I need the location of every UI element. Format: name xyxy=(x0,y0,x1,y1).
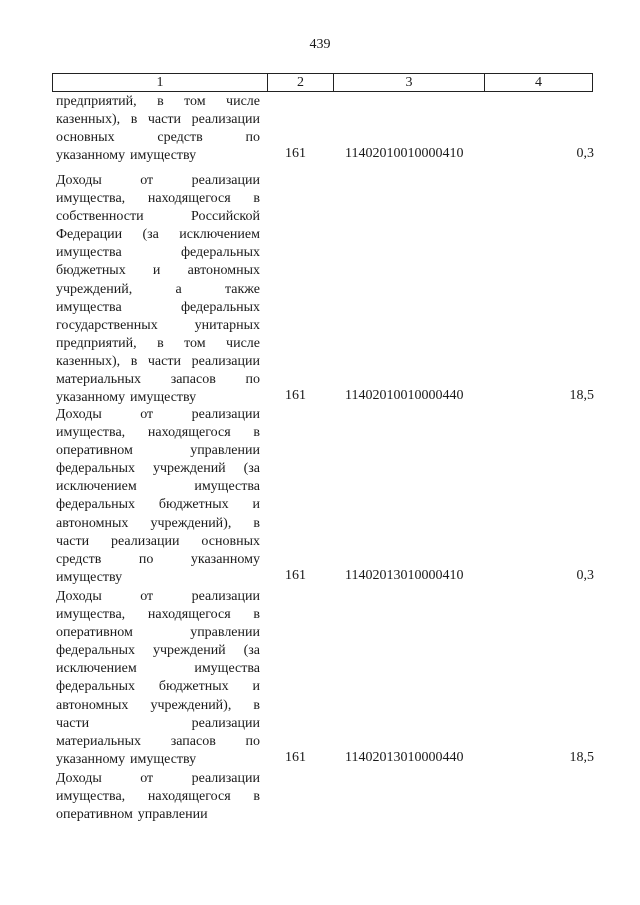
description-word: материальных xyxy=(56,733,142,749)
description-word: части xyxy=(56,715,90,731)
budget-classification-code: 11402013010000440 xyxy=(345,749,464,765)
description-word: в xyxy=(130,112,138,128)
description-line xyxy=(56,190,260,208)
revenue-description xyxy=(56,770,260,824)
description-word: в xyxy=(253,425,260,441)
description-line xyxy=(56,317,260,335)
description-line xyxy=(56,770,260,788)
description-word: имущества, xyxy=(56,425,126,441)
description-line xyxy=(56,226,260,244)
description-word: запасов xyxy=(170,733,216,749)
description-word: а xyxy=(175,281,182,297)
description-line xyxy=(56,406,260,424)
description-line xyxy=(56,806,260,824)
description-line xyxy=(56,262,260,280)
description-word: государственных xyxy=(56,317,158,333)
description-word: реализации xyxy=(191,407,260,422)
description-word: имущества, xyxy=(56,191,126,207)
description-word: Доходы xyxy=(56,173,102,188)
description-word: имуществу xyxy=(130,751,197,767)
description-line xyxy=(56,733,260,751)
description-word: находящегося xyxy=(147,789,231,805)
description-word: в xyxy=(253,191,260,207)
description-word: части xyxy=(147,112,181,128)
description-line xyxy=(56,496,260,514)
administrator-code: 161 xyxy=(285,146,306,162)
description-word: Федерации xyxy=(56,227,123,243)
budget-classification-code: 11402010010000410 xyxy=(345,146,464,162)
description-word: и xyxy=(252,679,260,695)
description-word: находящегося xyxy=(147,425,231,441)
description-word: части xyxy=(147,353,181,369)
description-word: средств xyxy=(157,130,203,146)
description-word: (за xyxy=(142,227,159,243)
description-line xyxy=(56,281,260,299)
description-word: том xyxy=(184,94,206,109)
description-word: оперативном xyxy=(56,807,133,823)
amount-value: 0,3 xyxy=(576,567,594,583)
column-header-4: 4 xyxy=(535,75,542,90)
description-word: реализации xyxy=(191,112,260,128)
description-word: учреждений), xyxy=(150,515,232,531)
description-word: исключением xyxy=(56,479,137,495)
description-word: собственности xyxy=(56,209,144,225)
description-word: (за xyxy=(243,461,260,477)
administrator-code: 161 xyxy=(285,388,306,404)
description-word: реализации xyxy=(191,715,260,731)
description-word: учреждений), xyxy=(150,697,232,713)
description-line xyxy=(56,460,260,478)
description-word: в xyxy=(253,697,260,713)
description-word: управлении xyxy=(190,443,260,459)
amount-value: 0,3 xyxy=(576,146,594,162)
description-line xyxy=(56,697,260,715)
description-word: автономных xyxy=(56,515,129,531)
description-line xyxy=(56,353,260,371)
description-word: Доходы xyxy=(56,407,102,422)
description-line xyxy=(56,678,260,696)
description-word: в xyxy=(130,353,138,369)
description-word: в xyxy=(253,607,260,623)
description-word: по xyxy=(245,733,260,749)
table-header-row xyxy=(52,73,593,92)
description-word: имуществу xyxy=(130,148,197,164)
description-line xyxy=(56,93,260,111)
description-line xyxy=(56,515,260,533)
description-line xyxy=(56,624,260,642)
description-word: управлении xyxy=(190,625,260,641)
description-word: указанному xyxy=(56,148,126,164)
description-word: учреждений, xyxy=(56,281,133,297)
description-word: от xyxy=(140,589,154,604)
description-word: числе xyxy=(226,94,260,109)
description-word: федеральных xyxy=(56,643,136,659)
description-word: указанному xyxy=(56,390,126,406)
amount-value: 18,5 xyxy=(569,749,594,765)
column-header-3: 3 xyxy=(334,74,485,91)
description-line xyxy=(56,569,260,587)
description-word: реализации xyxy=(191,589,260,604)
description-word: исключением xyxy=(179,227,260,243)
description-word: имуществу xyxy=(56,569,123,585)
description-word: федеральных xyxy=(180,245,260,261)
revenue-description xyxy=(56,588,260,769)
description-word: от xyxy=(140,173,154,188)
description-word: учреждений xyxy=(152,643,226,659)
page-number: 439 xyxy=(309,37,331,52)
description-line xyxy=(56,660,260,678)
description-line xyxy=(56,442,260,460)
description-word: имуществу xyxy=(130,390,197,406)
description-word: указанному xyxy=(190,551,260,567)
description-line xyxy=(56,208,260,226)
description-word: (за xyxy=(243,643,260,659)
description-line xyxy=(56,715,260,733)
description-line xyxy=(56,751,260,769)
description-word: основных xyxy=(56,130,115,146)
description-word: реализации xyxy=(111,533,180,549)
description-word: части xyxy=(56,533,90,549)
revenue-description xyxy=(56,93,260,165)
description-word: в xyxy=(157,94,164,109)
description-word: федеральных xyxy=(56,497,136,513)
description-word: оперативном xyxy=(56,443,133,459)
description-word: Российской xyxy=(191,209,260,225)
description-word: и xyxy=(152,263,161,279)
description-word: находящегося xyxy=(147,191,231,207)
description-word: предприятий, xyxy=(56,94,137,109)
description-word: управлении xyxy=(137,807,208,823)
description-line xyxy=(56,111,260,129)
description-line xyxy=(56,478,260,496)
description-line xyxy=(56,588,260,606)
column-header-1: 1 xyxy=(53,74,268,91)
description-word: находящегося xyxy=(147,607,231,623)
description-word: числе xyxy=(226,335,260,351)
description-line xyxy=(56,642,260,660)
description-line xyxy=(56,606,260,624)
description-word: автономных xyxy=(187,263,260,279)
description-word: том xyxy=(184,335,206,351)
description-word: основных xyxy=(201,533,260,549)
administrator-code: 161 xyxy=(285,567,306,583)
description-word: бюджетных xyxy=(56,263,126,279)
description-word: Доходы xyxy=(56,589,102,604)
description-word: федеральных xyxy=(56,679,136,695)
description-line xyxy=(56,172,260,190)
description-line xyxy=(56,551,260,569)
description-line xyxy=(56,389,260,407)
budget-classification-code: 11402013010000410 xyxy=(345,567,464,583)
description-line xyxy=(56,335,260,353)
description-word: исключением xyxy=(56,661,137,677)
description-word: от xyxy=(140,771,154,786)
description-word: по xyxy=(245,372,260,388)
description-line xyxy=(56,533,260,551)
description-word: федеральных xyxy=(56,461,136,477)
description-word: в xyxy=(253,515,260,531)
description-line xyxy=(56,371,260,389)
administrator-code: 161 xyxy=(285,749,306,765)
revenue-description xyxy=(56,172,260,407)
description-word: также xyxy=(224,281,260,297)
description-word: и xyxy=(252,497,260,513)
description-word: учреждений xyxy=(152,461,226,477)
revenue-description xyxy=(56,406,260,587)
description-word: казенных), xyxy=(56,353,121,369)
description-word: реализации xyxy=(191,173,260,188)
description-word: в xyxy=(253,789,260,805)
amount-value: 18,5 xyxy=(569,388,594,404)
description-word: средств xyxy=(56,551,102,567)
description-word: реализации xyxy=(191,771,260,786)
description-word: автономных xyxy=(56,697,129,713)
description-line xyxy=(56,147,260,165)
budget-classification-code: 11402010010000440 xyxy=(345,388,464,404)
description-line xyxy=(56,244,260,262)
description-word: имущества, xyxy=(56,789,126,805)
description-word: предприятий, xyxy=(56,335,137,351)
description-line xyxy=(56,299,260,317)
description-word: федеральных xyxy=(180,299,260,315)
description-word: бюджетных xyxy=(158,497,229,513)
description-line xyxy=(56,788,260,806)
description-word: реализации xyxy=(191,353,260,369)
description-word: по xyxy=(138,551,154,567)
column-header-2: 2 xyxy=(268,74,334,91)
description-word: бюджетных xyxy=(158,679,229,695)
description-word: запасов xyxy=(170,372,216,388)
description-word: унитарных xyxy=(194,317,260,333)
description-word: материальных xyxy=(56,372,142,388)
description-line xyxy=(56,424,260,442)
description-line xyxy=(56,129,260,147)
description-word: казенных), xyxy=(56,112,121,128)
description-word: в xyxy=(157,335,164,351)
description-word: имущества xyxy=(194,479,260,495)
description-word: имущества xyxy=(194,661,260,677)
description-word: от xyxy=(140,407,154,422)
description-word: Доходы xyxy=(56,771,102,786)
description-word: имущества xyxy=(56,245,122,261)
description-word: оперативном xyxy=(56,625,133,641)
description-word: указанному xyxy=(56,751,126,767)
description-word: по xyxy=(245,130,260,146)
description-word: имущества, xyxy=(56,607,126,623)
description-word: имущества xyxy=(56,299,122,315)
